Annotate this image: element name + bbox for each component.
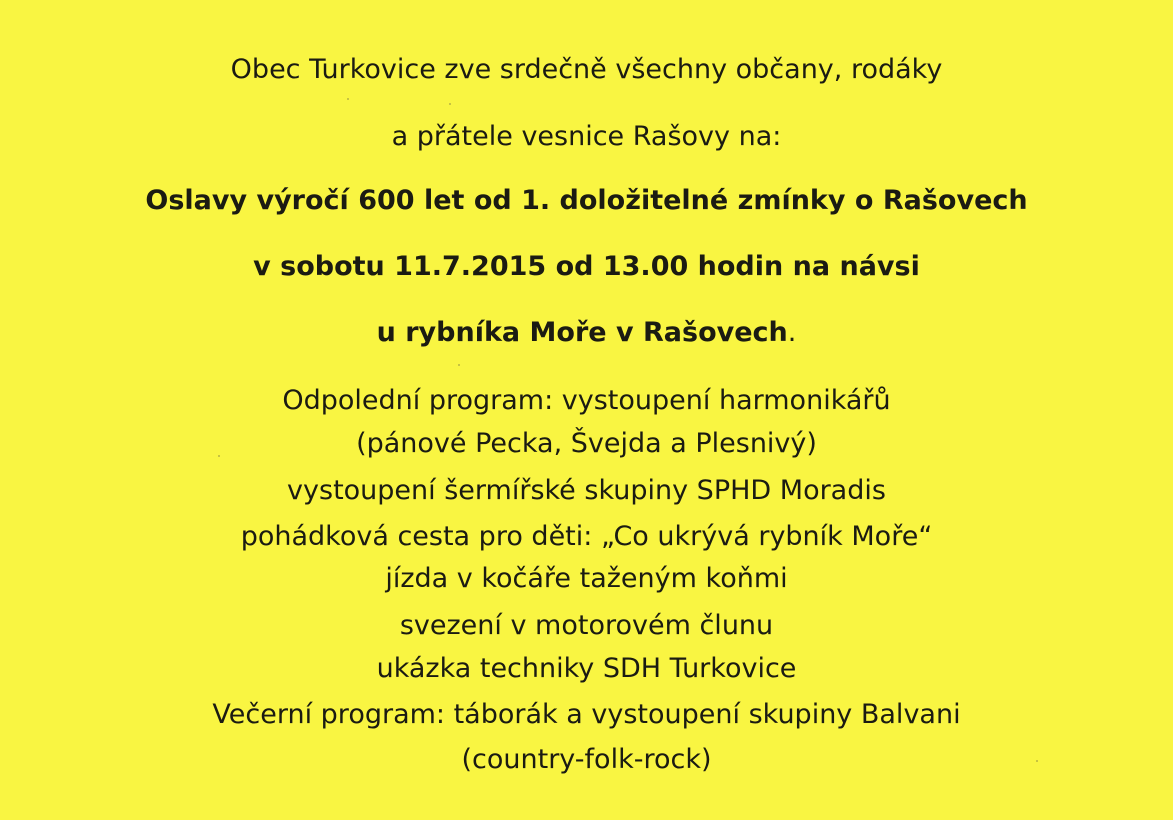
invitation-line-1: Obec Turkovice zve srdečně všechny občany, rodáky bbox=[230, 54, 943, 85]
event-location-line bbox=[0, 316, 1173, 350]
event-title: Oslavy výročí 600 let od 1. doložitelné zmínky o Rašovech bbox=[145, 185, 1028, 216]
evening-program-note: (country-folk-rock) bbox=[461, 744, 712, 775]
paper-speck bbox=[1036, 760, 1038, 762]
paper-speck bbox=[458, 364, 460, 366]
event-location-period: . bbox=[787, 317, 797, 348]
invitation-line-2: a přátele vesnice Rašovy na: bbox=[391, 121, 782, 152]
program-item: svezení v motorovém člunu bbox=[399, 610, 774, 641]
paper-speck bbox=[347, 98, 349, 100]
event-date-time: v sobotu 11.7.2015 od 13.00 hodin na návsi bbox=[253, 251, 920, 282]
paper-speck bbox=[449, 103, 451, 105]
program-item: ukázka techniky SDH Turkovice bbox=[376, 653, 797, 684]
program-item: pohádková cesta pro děti: „Co ukrývá rybník Moře“ bbox=[240, 521, 933, 552]
program-item: (pánové Pecka, Švejda a Plesnivý) bbox=[356, 428, 817, 459]
program-item: vystoupení šermířské skupiny SPHD Moradis bbox=[287, 475, 886, 506]
paper-speck bbox=[218, 455, 220, 457]
program-item: jízda v kočáře taženým koňmi bbox=[385, 563, 788, 594]
evening-program-heading: Večerní program: táborák a vystoupení skupiny Balvani bbox=[212, 699, 961, 730]
afternoon-program-heading: Odpolední program: vystoupení harmonikářů bbox=[282, 385, 891, 416]
event-location: u rybníka Moře v Rašovech bbox=[376, 317, 788, 348]
